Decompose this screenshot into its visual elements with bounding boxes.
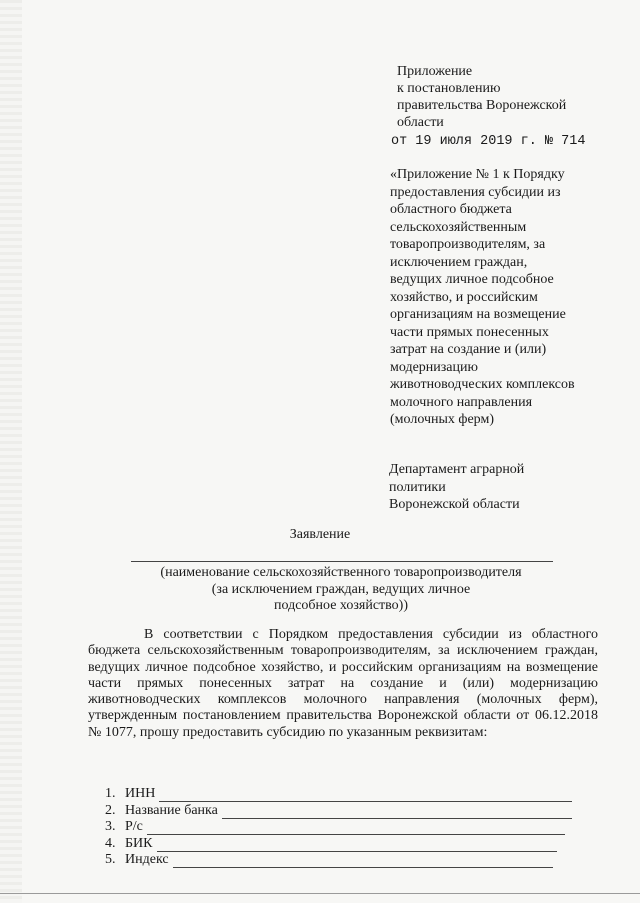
annex-header [390,166,610,429]
addressee-line: Воронежской области [389,497,520,512]
document-title: Заявление [289,527,351,542]
annex-line: предоставления субсидии из [390,184,561,200]
addressee-line: Департамент аграрной [389,462,525,477]
applicant-name-line [131,561,553,562]
annex-line: областного бюджета [390,202,512,217]
annex-line: сельскохозяйственным [390,219,527,235]
caption-line: (за исключением граждан, ведущих личное [211,581,471,597]
requisite-blank-line[interactable] [159,790,572,802]
approval-line: области [397,115,444,130]
page-bottom-rule [0,893,640,894]
requisite-label: ИНН [125,786,156,802]
annex-line: исключением граждан, [390,254,528,270]
requisite-number: 5. [105,851,116,867]
annex-line: ведущих личное подсобное [390,272,554,287]
approval-line: к постановлению [397,81,501,96]
annex-line: затрат на создание и (или) [390,342,547,357]
requisite-bank-name [105,802,595,818]
annex-line: животноводческих комплексов [390,377,575,392]
requisite-blank-line[interactable] [157,840,557,852]
annex-line: организациям на возмещение [390,307,566,322]
requisite-account [105,819,595,835]
requisite-label: Р/с [125,819,143,835]
requisite-inn [105,786,595,802]
annex-line: части прямых понесенных [390,324,549,340]
requisite-bik [105,835,595,851]
approval-block [391,63,617,150]
approval-line: Приложение [397,64,473,79]
requisite-label: БИК [125,835,153,851]
requisite-blank-line[interactable] [222,807,572,819]
annex-line: модернизацию [390,359,478,375]
requisite-number: 1. [105,786,116,802]
scan-edge [0,0,22,903]
annex-line: товаропроизводителям, за [390,237,546,252]
addressee-line: политики [389,479,446,495]
requisite-number: 4. [105,835,116,851]
requisite-index [105,852,595,868]
addressee-block [389,461,609,514]
annex-line: «Приложение № 1 к Порядку [390,167,565,182]
requisites-list [105,786,595,868]
caption-line: (наименование сельскохозяйственного товаропроизводителя [160,565,522,580]
requisite-number: 2. [105,802,116,818]
requisite-blank-line[interactable] [173,856,553,868]
caption-line: подсобное хозяйство)) [273,598,409,613]
requisite-label: Индекс [125,851,169,867]
request-text: В соответствии с Порядком предоставления субсидии из областного бюджета сельскохозяйственным товаропроизводителям, за исключением граждан, ведущих личное подсобное хозяйство, и российским организациям на возмещение части прямых понесенных затрат на создание и (или) модернизацию животноводческих комплексов молочного направления (молочных ферм), утвержденным постановлением правительства Воронежской области от 06.12.2018 № 1077, прошу предоставить субсидию по указанным реквизитам: [88,627,598,740]
annex-line: хозяйство, и российским [390,289,538,305]
requisite-label: Название банка [125,802,218,818]
annex-line: молочного направления [390,394,533,410]
requisite-number: 3. [105,819,116,835]
request-paragraph [88,627,598,741]
decree-reference: от 19 июля 2019 г. № 714 [391,134,586,149]
requisite-blank-line[interactable] [147,823,565,835]
annex-line: (молочных ферм) [390,412,494,427]
approval-line: правительства Воронежской [397,98,567,113]
applicant-name-caption [130,565,552,615]
